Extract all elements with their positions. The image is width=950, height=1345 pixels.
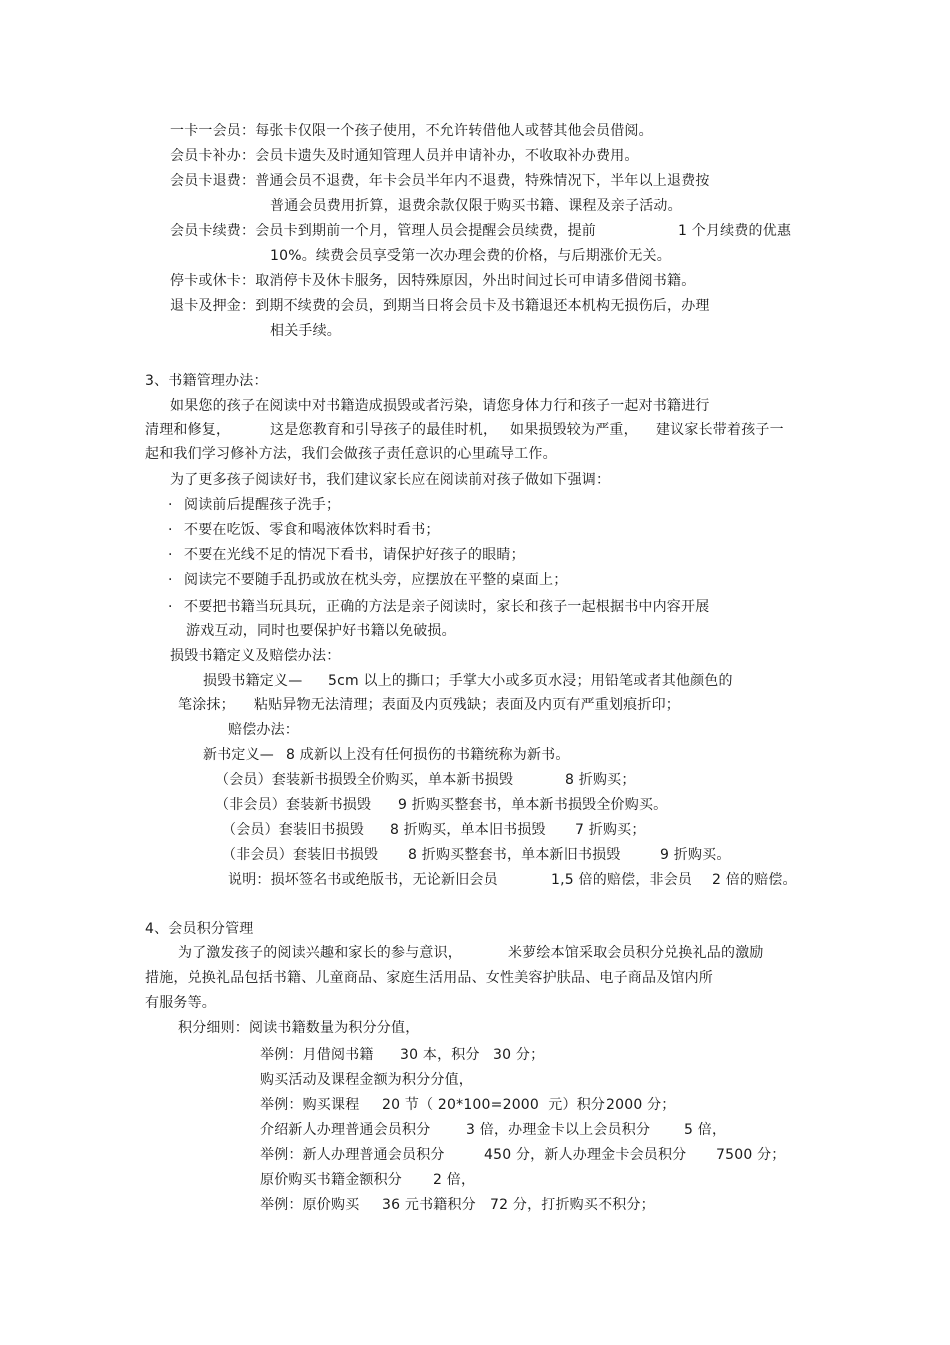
damage-definition-label: 损毁书籍定义— xyxy=(203,673,303,689)
example-3c: 7500 分； xyxy=(716,1147,786,1163)
example-3a: 举例：新人办理普通会员积分 xyxy=(260,1147,445,1163)
comp-rule-3c: 7 折购买； xyxy=(575,822,646,838)
damage-title: 损毁书籍定义及赔偿办法： xyxy=(170,648,341,664)
bullet-dot: · xyxy=(168,572,173,588)
comp-note-a: 说明：损坏签名书或绝版书，无论新旧会员 xyxy=(228,872,498,888)
newbook-definition-text: 8 成新以上没有任何损伤的书籍统称为新书。 xyxy=(286,747,570,763)
bullet-item-1: 阅读前后提醒孩子洗手； xyxy=(184,497,341,513)
section4-heading: 4、会员积分管理 xyxy=(145,921,254,937)
bullet-item-5: 不要把书籍当玩具玩，正确的方法是亲子阅读时，家长和孩子一起根据书中内容开展 xyxy=(184,599,710,615)
rule-3a: 介绍新人办理普通会员积分 xyxy=(260,1122,431,1138)
rule-suspend: 停卡或休卡：取消停卡及休卡服务，因特殊原因，外出时间过长可申请多借阅书籍。 xyxy=(170,273,696,289)
example-2b: 20 节（ 20*100=2000 元）积分 xyxy=(382,1097,606,1113)
example-3b: 450 分，新人办理金卡会员积分 xyxy=(484,1147,687,1163)
section4-p1-line1a: 为了激发孩子的阅读兴趣和家长的参与意识， xyxy=(178,945,462,961)
bullet-dot: · xyxy=(168,522,173,538)
comp-rule-4c: 9 折购买。 xyxy=(660,847,731,863)
damage-definition-cont-a: 笔涂抹； xyxy=(178,697,235,713)
rule-deposit-cont: 相关手续。 xyxy=(270,323,341,339)
comp-rule-2b: 9 折购买整套书，单本新书损毁全价购买。 xyxy=(398,797,668,813)
comp-rule-4b: 8 折购买整套书，单本新旧书损毁 xyxy=(408,847,621,863)
comp-note-b: 1,5 倍的赔偿，非会员 xyxy=(551,872,693,888)
comp-rule-4a: （非会员）套装旧书损毁 xyxy=(222,847,379,863)
bullet-item-3: 不要在光线不足的情况下看书，请保护好孩子的眼睛； xyxy=(184,547,525,563)
bullet-dot: · xyxy=(168,547,173,563)
section3-p1-line1: 如果您的孩子在阅读中对书籍造成损毁或者污染，请您身体力行和孩子一起对书籍进行 xyxy=(170,398,710,414)
section3-p2: 为了更多孩子阅读好书，我们建议家长应在阅读前对孩子做如下强调： xyxy=(170,472,611,488)
comp-rule-1b: 8 折购买； xyxy=(565,772,636,788)
bullet-dot: · xyxy=(168,497,173,513)
section3-p1-line2a: 清理和修复， xyxy=(145,422,231,438)
example-4b: 36 元书籍积分 xyxy=(382,1197,476,1213)
section3-heading: 3、书籍管理办法： xyxy=(145,373,268,389)
section3-p1-line2d: 建议家长带着孩子一 xyxy=(656,422,784,438)
rule-renew-cont: 10%。续费会员享受第一次办理会费的价格，与后期涨价无关。 xyxy=(270,248,671,264)
section4-p1-line3: 有服务等。 xyxy=(145,995,216,1011)
example-4c: 72 分，打折购买不积分； xyxy=(490,1197,655,1213)
rule-reissue: 会员卡补办：会员卡遗失及时通知管理人员并申请补办，不收取补办费用。 xyxy=(170,148,639,164)
comp-rule-3b: 8 折购买，单本旧书损毁 xyxy=(390,822,546,838)
points-detail: 积分细则：阅读书籍数量为积分分值， xyxy=(178,1020,420,1036)
newbook-definition-label: 新书定义— xyxy=(203,747,274,763)
rule-2: 购买活动及课程金额为积分分值， xyxy=(260,1072,473,1088)
example-4a: 举例：原价购买 xyxy=(260,1197,360,1213)
bullet-item-5-cont: 游戏互动，同时也要保护好书籍以免破损。 xyxy=(186,623,456,639)
example-1c: 30 分； xyxy=(493,1047,545,1063)
rule-4a: 原价购买书籍金额积分 xyxy=(260,1172,402,1188)
bullet-item-4: 阅读完不要随手乱扔或放在枕头旁，应摆放在平整的桌面上； xyxy=(184,572,568,588)
comp-rule-1a: （会员）套装新书损毁全价购买，单本新书损毁 xyxy=(215,772,514,788)
rule-3c: 5 倍， xyxy=(684,1122,727,1138)
damage-definition-cont-b: 粘贴异物无法清理；表面及内页残缺；表面及内页有严重划痕折印； xyxy=(254,697,680,713)
section4-p1-line1b: 米萝绘本馆采取会员积分兑换礼品的激励 xyxy=(508,945,764,961)
bullet-item-2: 不要在吃饭、零食和喝液体饮料时看书； xyxy=(184,522,440,538)
bullet-dot: · xyxy=(168,599,173,615)
example-2a: 举例：购买课程 xyxy=(260,1097,360,1113)
rule-refund-cont: 普通会员费用折算，退费余款仅限于购买书籍、课程及亲子活动。 xyxy=(270,198,682,214)
section3-p1-line3: 起和我们学习修补方法，我们会做孩子责任意识的心里疏导工作。 xyxy=(145,446,557,462)
compensation-title: 赔偿办法： xyxy=(228,722,299,738)
example-1a: 举例：月借阅书籍 xyxy=(260,1047,374,1063)
rule-deposit: 退卡及押金：到期不续费的会员，到期当日将会员卡及书籍退还本机构无损伤后，办理 xyxy=(170,298,710,314)
section4-p1-line2: 措施，兑换礼品包括书籍、儿童商品、家庭生活用品、女性美容护肤品、电子商品及馆内所 xyxy=(145,970,713,986)
example-1b: 30 本，积分 xyxy=(400,1047,480,1063)
rule-renew-discount: 1 个月续费的优惠 xyxy=(678,223,792,239)
rule-refund: 会员卡退费：普通会员不退费，年卡会员半年内不退费，特殊情况下，半年以上退费按 xyxy=(170,173,710,189)
section3-p1-line2b: 这是您教育和引导孩子的最佳时机， xyxy=(270,422,498,438)
rule-one-card: 一卡一会员：每张卡仅限一个孩子使用，不允许转借他人或替其他会员借阅。 xyxy=(170,123,653,139)
comp-rule-3a: （会员）套装旧书损毁 xyxy=(222,822,364,838)
section3-p1-line2c: 如果损毁较为严重， xyxy=(510,422,638,438)
rule-3b: 3 倍，办理金卡以上会员积分 xyxy=(466,1122,651,1138)
comp-rule-2a: （非会员）套装新书损毁 xyxy=(215,797,372,813)
damage-definition-text: 5cm 以上的撕口；手掌大小或多页水浸；用铅笔或者其他颜色的 xyxy=(328,673,733,689)
example-2c: 2000 分； xyxy=(606,1097,676,1113)
comp-note-c: 2 倍的赔偿。 xyxy=(712,872,797,888)
rule-renew: 会员卡续费：会员卡到期前一个月，管理人员会提醒会员续费，提前 xyxy=(170,223,596,239)
rule-4b: 2 倍， xyxy=(433,1172,476,1188)
